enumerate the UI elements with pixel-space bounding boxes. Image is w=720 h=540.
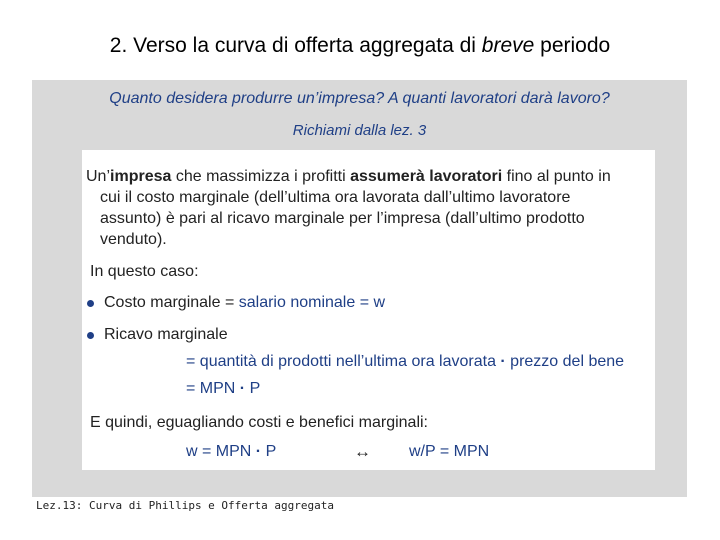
content-panel	[32, 80, 687, 497]
bullet-cost	[104, 294, 385, 312]
final-b: P	[261, 443, 277, 460]
title-italic: breve	[481, 34, 535, 57]
slide-footer: Lez.13: Curva di Phillips e Offerta aggregata	[36, 499, 335, 512]
paragraph-line-2: cui il costo marginale (dell’ultima ora lavorata dall’ultimo lavoratore	[100, 189, 571, 206]
bullet1-b: salario nominale = w	[238, 294, 386, 311]
explanation-box	[82, 150, 655, 470]
recall-text: Richiami dalla lez. 3	[292, 122, 427, 139]
title-pre: 2. Verso la curva di offerta aggregata di	[109, 34, 482, 57]
eq1-a: = quantità di prodotti nell’ultima ora lavorata	[186, 353, 501, 370]
final-a: w = MPN	[186, 443, 256, 460]
question-text: Quanto desidera produrre un’impresa? A quanti lavoratori darà lavoro?	[109, 90, 610, 107]
bullet-dot-1	[87, 300, 94, 307]
bullet1-a: Costo marginale =	[104, 294, 239, 311]
revenue-equation-2	[186, 380, 260, 398]
final-equation-left	[186, 443, 276, 461]
line1-e: fino al punto in	[502, 168, 611, 185]
revenue-equation-1	[186, 353, 624, 371]
equivalence-arrow: ↔	[354, 442, 371, 461]
line1-c: che massimizza i profitti	[171, 168, 351, 185]
line1-bold-assumera: assumerà lavoratori	[350, 168, 503, 185]
final-dot: ·	[255, 443, 262, 460]
in-this-case: In questo caso:	[90, 263, 199, 280]
eq2-dot: ·	[239, 380, 246, 397]
eq1-dot: ·	[500, 353, 506, 370]
conclusion-text: E quindi, eguagliando costi e benefici marginali:	[90, 414, 428, 431]
bullet-dot-2	[87, 332, 94, 339]
eq2-b: P	[245, 380, 261, 397]
line1-a: Un’	[86, 168, 111, 185]
line1-bold-impresa: impresa	[110, 168, 172, 185]
eq2-a: = MPN	[186, 380, 240, 397]
final-equation-right: w/P = MPN	[409, 443, 490, 460]
paragraph-line-4: venduto).	[100, 231, 167, 248]
eq1-b: prezzo del bene	[505, 353, 625, 370]
title-post: periodo	[534, 34, 611, 57]
paragraph-line-3: assunto) è pari al ricavo marginale per l’impresa (dall’ultimo prodotto	[100, 210, 585, 227]
slide-title	[0, 34, 720, 58]
paragraph-line-1	[86, 168, 611, 186]
bullet-revenue: Ricavo marginale	[104, 326, 228, 343]
